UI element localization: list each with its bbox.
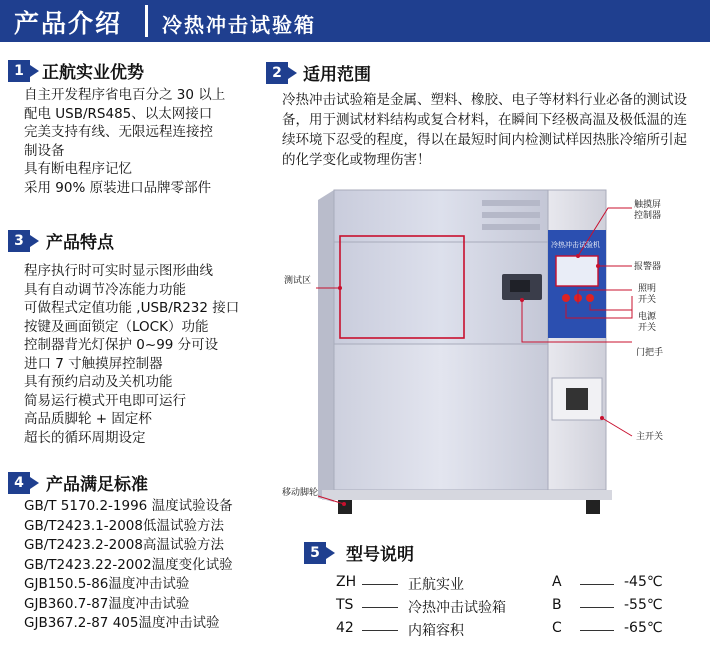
list-item: 具有自动调节冷冻能力功能 — [24, 281, 186, 298]
section-3-title: 产品特点 — [46, 233, 114, 253]
vent — [482, 200, 540, 206]
chamber-side — [318, 190, 334, 502]
caster-icon — [586, 500, 600, 514]
grade: B — [552, 597, 562, 613]
section-3-list — [24, 262, 239, 447]
list-item: 自主开发程序省电百分之 30 以上 — [24, 87, 226, 103]
section-2-badge: 2 — [266, 62, 288, 84]
list-item: GB/T 5170.2-1996 温度试验设备 — [24, 498, 233, 514]
touch-screen-label: 触摸屏 控制器 — [634, 200, 662, 221]
section-5-badge: 5 — [304, 542, 326, 564]
list-item: 简易运行模式开电即可运行 — [24, 392, 186, 409]
alarm-label: 报警器 — [634, 262, 662, 272]
test-zone-label: 测试区 — [284, 276, 312, 286]
dash — [362, 584, 398, 585]
section-5-title: 型号说明 — [346, 545, 414, 565]
light-switch-label: 照明 开关 — [638, 284, 657, 305]
list-item: GJB367.2-87 405温度冲击试验 — [24, 615, 220, 631]
list-item: GB/T2423.1-2008低温试验方法 — [24, 517, 224, 534]
list-item: 程序执行时可实时显示图形曲线 — [24, 263, 213, 279]
section-4-list — [24, 497, 233, 634]
lower-door — [334, 344, 548, 490]
alarm-light — [562, 294, 570, 302]
model-desc: 内箱容积 — [408, 623, 464, 639]
section-1-list — [24, 86, 225, 197]
list-item: GB/T2423.2-2008高温试验方法 — [24, 537, 224, 553]
list-item: GJB150.5-86温度冲击试验 — [24, 576, 190, 592]
model-desc: 冷热冲击试验箱 — [408, 600, 506, 616]
list-item: 具有断电程序记忆 — [24, 161, 132, 177]
list-item: 超长的循环周期设定 — [24, 429, 146, 446]
chamber-base — [322, 490, 612, 500]
caster-icon — [338, 500, 352, 514]
model-code: 42 — [336, 620, 354, 636]
list-item: 可做程式定值功能 ,USB/R232 接口 — [24, 300, 240, 316]
list-item: 具有预约启动及关机功能 — [24, 374, 173, 390]
section-4-title: 产品满足标准 — [46, 475, 148, 495]
list-item: 控制器背光灯保护 0~99 分可设 — [24, 337, 219, 353]
dash — [580, 630, 614, 631]
list-item: 制设备 — [24, 142, 65, 159]
section-4-badge: 4 — [8, 472, 30, 494]
model-code: ZH — [336, 574, 357, 590]
main-switch-label: 主开关 — [636, 432, 664, 442]
section-3-badge: 3 — [8, 230, 30, 252]
dash — [362, 607, 398, 608]
section-1-title: 正航实业优势 — [42, 63, 144, 83]
main-switch — [566, 388, 588, 410]
power-switch-label: 电源 开关 — [638, 312, 657, 333]
section-2-paragraph: 冷热冲击试验箱是金属、塑料、橡胶、电子等材料行业必备的测试设备，用于测试材料结构或复合材料，在瞬间下经极高温及极低温的连续环境下忍受的程度，得以在最短时间内检测试样因热胀冷缩所引起的化学变化或物理伤害！ — [282, 92, 687, 168]
dash — [580, 607, 614, 608]
list-item: 完美支持有线、无限远程连接控 — [24, 124, 213, 140]
page-title: 产品介绍 — [14, 9, 123, 38]
list-item: 按键及画面锁定（LOCK）功能 — [24, 318, 209, 335]
section-1-badge: 1 — [8, 60, 30, 82]
touch-screen — [556, 256, 598, 286]
temp: -45℃ — [624, 574, 663, 590]
panel-title: 冷热冲击试验机 — [551, 241, 600, 249]
title-divider — [145, 5, 148, 37]
list-item: 采用 90% 原装进口品牌零部件 — [24, 179, 212, 196]
header-banner — [0, 0, 710, 42]
temp: -65℃ — [624, 620, 663, 636]
temp: -55℃ — [624, 597, 663, 613]
section-2-title: 适用范围 — [303, 65, 371, 85]
dash — [580, 584, 614, 585]
caster-label: 移动脚轮 — [282, 488, 319, 498]
grade: C — [552, 620, 562, 636]
model-desc: 正航实业 — [408, 577, 464, 593]
door-handle-inner — [510, 280, 530, 292]
list-item: 进口 7 寸触摸屏控制器 — [24, 355, 163, 372]
vent — [482, 224, 540, 230]
list-item: 配电 USB/RS485、以太网接口 — [24, 105, 213, 122]
vent — [482, 212, 540, 218]
dash — [362, 630, 398, 631]
list-item: GB/T2423.22-2002温度变化试验 — [24, 556, 233, 573]
door-handle-label: 门把手 — [636, 348, 664, 358]
page-subtitle: 冷热冲击试验箱 — [162, 13, 316, 37]
power-switch — [586, 294, 594, 302]
grade: A — [552, 574, 562, 590]
model-code: TS — [336, 597, 354, 613]
list-item: 高品质脚轮 + 固定杯 — [24, 411, 152, 427]
list-item: GJB360.7-87温度冲击试验 — [24, 595, 190, 612]
